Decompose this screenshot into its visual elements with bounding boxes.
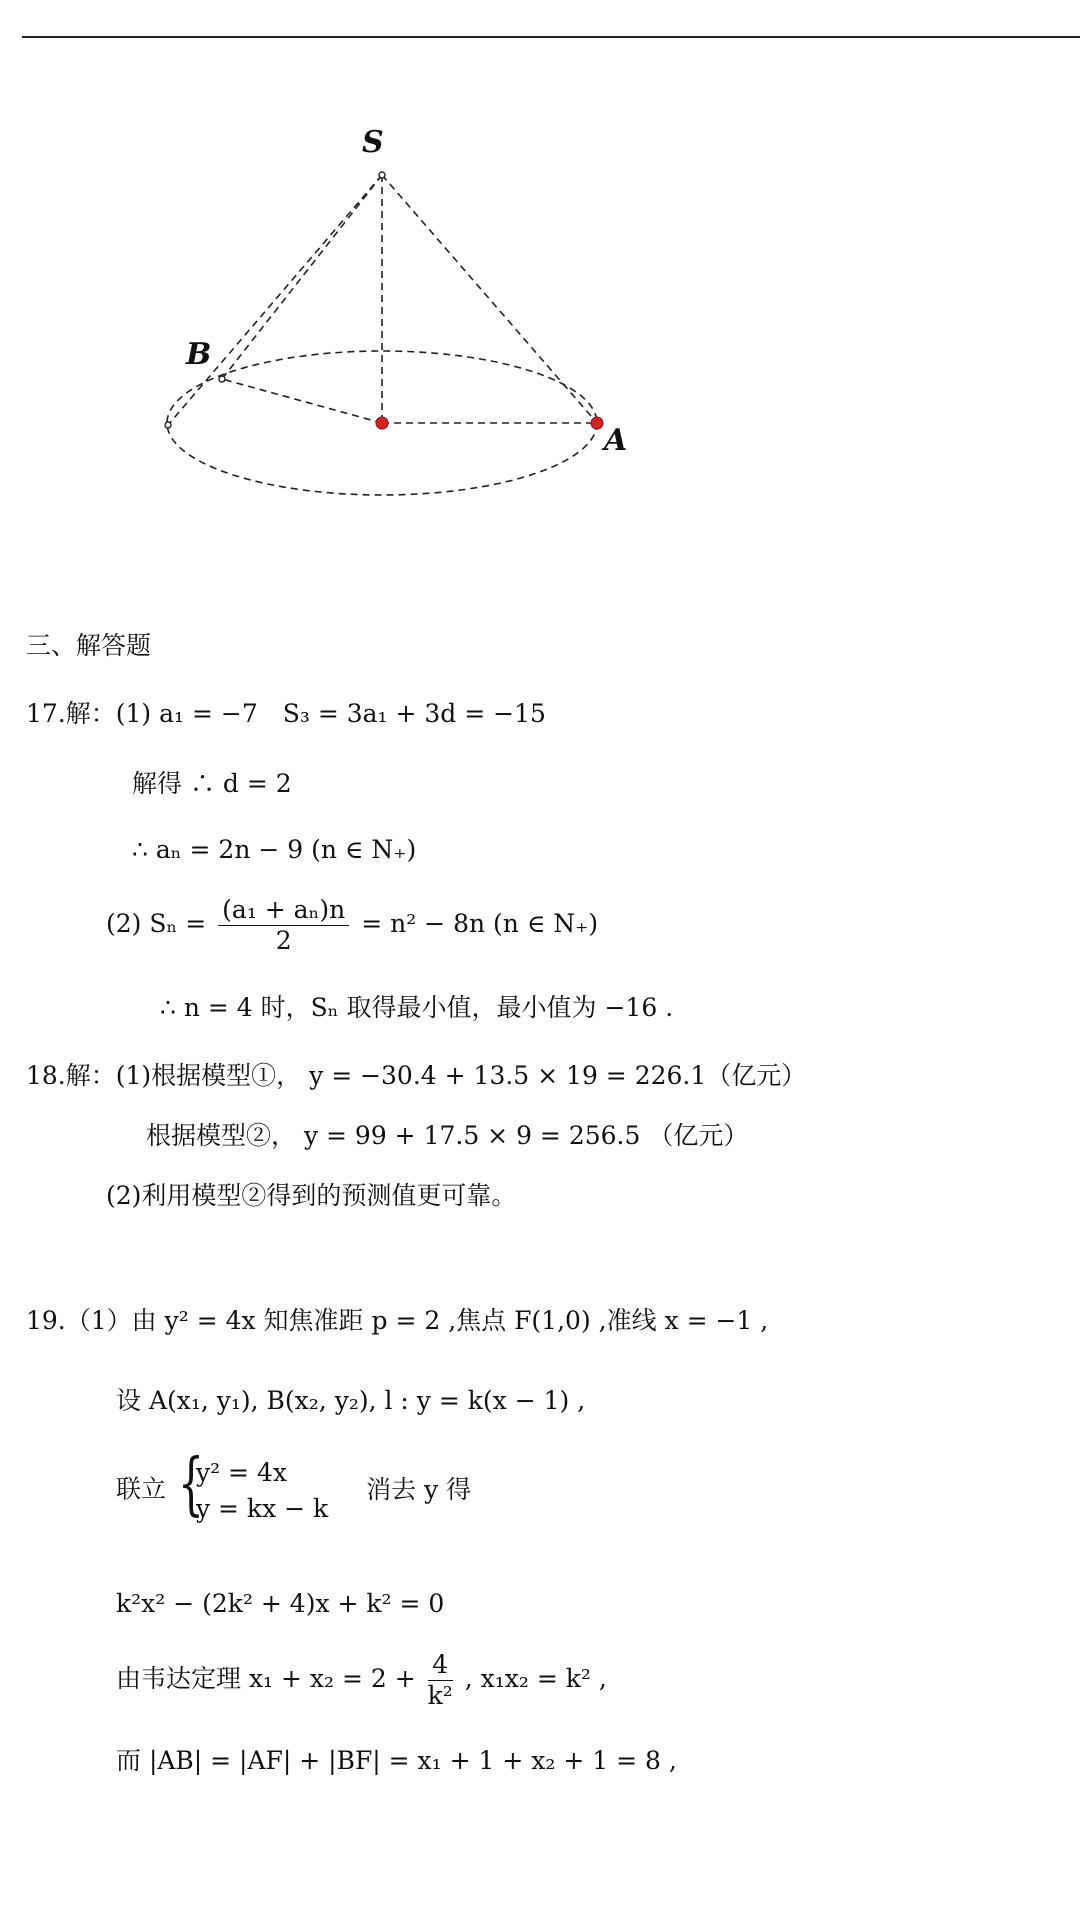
p18-line1: 18.解：(1)根据模型①， y = −30.4 + 13.5 × 19 = 226.1（亿元） bbox=[26, 1061, 807, 1090]
p17-line1: 17.解：(1) a₁ = −7 S₃ = 3a₁ + 3d = −15 bbox=[26, 699, 546, 728]
p17-sn-prefix: (2) Sₙ = bbox=[106, 909, 207, 938]
p17-line5: ∴ n = 4 时，Sₙ 取得最小值，最小值为 −16 . bbox=[160, 993, 674, 1022]
point-left bbox=[165, 422, 171, 428]
p17-sn-suffix: = n² − 8n (n ∈ N₊) bbox=[361, 909, 599, 938]
p19-vieta-prefix: 由韦达定理 x₁ + x₂ = 2 + bbox=[116, 1664, 416, 1693]
p19-fraction-num: 4 bbox=[428, 1650, 453, 1681]
edge-s-b bbox=[222, 175, 382, 379]
p19-lianli: 联立 bbox=[116, 1474, 167, 1504]
system-row-2: y = kx − k bbox=[195, 1494, 329, 1523]
p18-line2: 根据模型②， y = 99 + 17.5 × 9 = 256.5 （亿元） bbox=[146, 1121, 749, 1150]
system-brace-icon: { bbox=[177, 1445, 204, 1524]
p17-line2: 解得 ∴ d = 2 bbox=[132, 769, 292, 798]
p19-fraction-den: k² bbox=[427, 1681, 453, 1710]
p19-vieta-suffix: , x₁x₂ = k² , bbox=[464, 1664, 607, 1693]
p19-line6: 而 |AB| = |AF| + |BF| = x₁ + 1 + x₂ + 1 = 8 , bbox=[116, 1746, 677, 1775]
radius-ob bbox=[222, 379, 382, 423]
vertex-s bbox=[379, 172, 385, 178]
p19-line3 bbox=[116, 1445, 472, 1527]
center-point bbox=[376, 417, 388, 429]
p19-line4: k²x² − (2k² + 4)x + k² = 0 bbox=[116, 1589, 445, 1618]
cone-diagram bbox=[0, 0, 700, 520]
p17-fraction bbox=[218, 895, 349, 956]
p19-equation-system bbox=[177, 1445, 329, 1527]
system-row-1: y² = 4x bbox=[195, 1458, 287, 1487]
p19-eliminate: 消去 y 得 bbox=[366, 1474, 472, 1504]
point-b bbox=[219, 376, 225, 382]
p19-line2: 设 A(x₁, y₁), B(x₂, y₂), l : y = k(x − 1) , bbox=[116, 1386, 586, 1415]
point-a bbox=[591, 417, 603, 429]
label-s: S bbox=[362, 125, 384, 160]
edge-s-a bbox=[382, 175, 597, 423]
label-b: B bbox=[186, 337, 212, 372]
section-title: 三、解答题 bbox=[26, 631, 152, 660]
p17-line3: ∴ aₙ = 2n − 9 (n ∈ N₊) bbox=[132, 835, 417, 864]
p17-line4 bbox=[106, 895, 598, 956]
p18-line3: (2)利用模型②得到的预测值更可靠。 bbox=[106, 1181, 517, 1210]
p19-line1: 19.（1）由 y² = 4x 知焦准距 p = 2 ,焦点 F(1,0) ,准线 x = −1 , bbox=[26, 1306, 769, 1335]
p17-fraction-den: 2 bbox=[275, 926, 292, 955]
label-a: A bbox=[604, 423, 628, 458]
edge-s-left bbox=[168, 175, 382, 425]
p19-line5 bbox=[116, 1650, 607, 1711]
p19-fraction bbox=[428, 1650, 453, 1711]
p17-fraction-num: (a₁ + aₙ)n bbox=[218, 895, 349, 926]
